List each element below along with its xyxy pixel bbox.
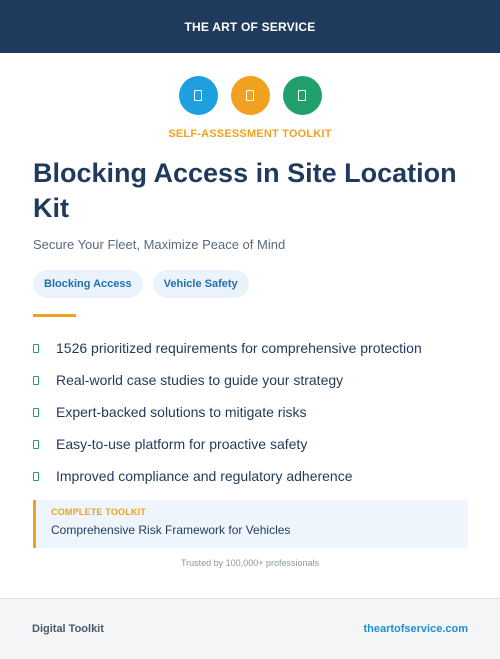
- check-icon: [33, 408, 39, 417]
- list-item: [33, 396, 473, 428]
- divider: [33, 314, 76, 317]
- feature-text: Real-world case studies to guide your strategy: [56, 372, 344, 388]
- check-icon: [33, 472, 39, 481]
- tag-vehicle-safety[interactable]: Vehicle Safety: [153, 270, 249, 298]
- list-item: [33, 332, 473, 364]
- list-item: [33, 364, 473, 396]
- check-icon: [33, 344, 39, 353]
- footer-label: Digital Toolkit: [32, 623, 104, 635]
- brand-name: THE ART OF SERVICE: [184, 19, 316, 34]
- feature-text: Improved compliance and regulatory adherence: [56, 468, 353, 484]
- eyebrow-label: SELF-ASSESSMENT TOOLKIT: [168, 128, 332, 140]
- list-item: [33, 460, 473, 492]
- feature-text: 1526 prioritized requirements for comprehensive protection: [56, 340, 422, 356]
- trust-note: Trusted by 100,000+ professionals: [180, 558, 319, 568]
- toolkit-callout: [33, 500, 468, 548]
- website-link[interactable]: theartofservice.com: [363, 623, 468, 635]
- tag-list: [33, 270, 249, 298]
- document-icon: [231, 76, 270, 115]
- list-item: [33, 428, 473, 460]
- callout-label: COMPLETE TOOLKIT: [51, 507, 147, 517]
- check-icon: [33, 440, 39, 449]
- icon-row: [0, 76, 500, 115]
- feature-text: Easy-to-use platform for proactive safety: [56, 436, 308, 452]
- footer: [0, 598, 500, 659]
- check-icon: [33, 376, 39, 385]
- document-icon: [283, 76, 322, 115]
- document-icon: [179, 76, 218, 115]
- feature-text: Expert-backed solutions to mitigate risks: [56, 404, 307, 420]
- top-banner: [0, 0, 500, 53]
- tag-blocking-access[interactable]: Blocking Access: [33, 270, 143, 298]
- callout-text: Comprehensive Risk Framework for Vehicles: [51, 523, 291, 537]
- page-title: Blocking Access in Site Location Kit: [33, 158, 457, 223]
- subtitle: Secure Your Fleet, Maximize Peace of Mind: [33, 237, 286, 252]
- feature-list: [33, 332, 473, 492]
